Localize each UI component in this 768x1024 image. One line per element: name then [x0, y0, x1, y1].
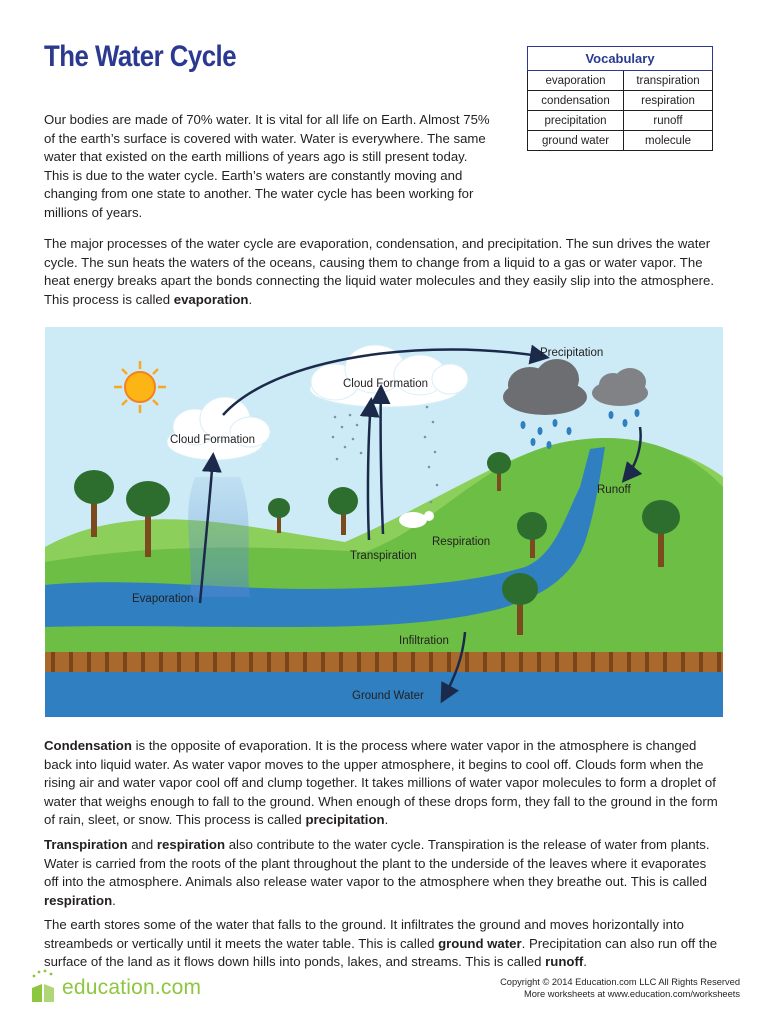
vocab-term: runoff: [624, 111, 713, 131]
paragraph-text: is the opposite of evaporation. It is the process where water vapor in the atmosphere is changed back into liquid water. As water vapor moves to the upper atmosphere, it begins to cool off. Clouds form when the rising air and water vapor cool off and clump together. It takes millions of water vapor molecules to form a droplet of water that weighs enough to fall to the ground. When enough of these drops form, they fall to the ground in the form of rain, sleet, or snow. This process is called: [44, 738, 718, 828]
label-infiltration: Infiltration: [399, 635, 449, 647]
vocab-row: [528, 91, 713, 111]
paragraph-text: and: [127, 837, 157, 852]
label-transpiration: Transpiration: [350, 550, 417, 562]
vocabulary-heading: Vocabulary: [528, 47, 713, 71]
paragraph-text: .: [583, 954, 587, 970]
vocab-term: ground water: [528, 131, 624, 151]
term-condensation: Condensation: [44, 738, 132, 753]
vocab-row: [528, 71, 713, 91]
logo-text: education.com: [62, 976, 202, 999]
paragraph-text: The earth stores some of the water that falls to the ground. It infiltrates the ground and moves horizontally into streambeds or vertically until it meets the water table. This is called: [44, 917, 684, 951]
label-ground-water: Ground Water: [352, 690, 424, 702]
vocab-row: [528, 111, 713, 131]
intro-paragraph: Our bodies are made of 70% water. It is vital for all life on Earth. Almost 75% of the earth’s surface is covered with water. Water is everywhere. The same water that existed on the earth millions of years ago is still present today. This is due to the water cycle. Earth’s waters are constantly moving and changing from one state to another. The water cycle has been working for millions of years.: [44, 112, 490, 220]
soil-layer: [45, 652, 723, 672]
transpiration-paragraph: [44, 836, 724, 910]
label-respiration: Respiration: [432, 536, 491, 548]
vocab-row: [528, 131, 713, 151]
paragraph-text: The major processes of the water cycle are evaporation, condensation, and precipitation. The sun drives the water cycle. The sun heats the waters of the oceans, causing them to change from a liquid to a gas or water vapor. The heat energy breaks apart the bonds connecting the liquid water molecules and they easily slip into the atmosphere. This process is called: [44, 236, 715, 307]
term-precipitation: precipitation: [305, 812, 385, 828]
paragraph-text: also contribute to the water cycle. Transpiration is the release of water from plants. Water is carried from the roots of the plant throughout the plant to the underside of the leaves where it evaporates off into the atmosphere. Animals also release water vapor to the atmosphere when they breathe out. This is called: [44, 837, 710, 890]
label-runoff: Runoff: [597, 484, 631, 496]
evaporation-paragraph: [44, 235, 724, 309]
label-cloud-formation-left: Cloud Formation: [170, 434, 256, 446]
vocab-term: evaporation: [528, 71, 624, 91]
paragraph-text: .: [112, 892, 116, 908]
term-evaporation: evaporation: [173, 291, 249, 307]
vocab-term: condensation: [528, 91, 624, 111]
vocab-term: transpiration: [624, 71, 713, 91]
term-runoff: runoff: [545, 954, 584, 970]
condensation-paragraph: [44, 737, 724, 830]
vocabulary-table: [527, 46, 713, 151]
term-respiration: respiration: [156, 837, 226, 852]
term-ground-water: ground water: [438, 935, 522, 951]
label-cloud-formation-mid: Cloud Formation: [343, 378, 429, 390]
page-title: The Water Cycle: [44, 40, 237, 73]
paragraph-text: .: [248, 291, 253, 307]
label-evaporation: Evaporation: [132, 593, 194, 605]
paragraph-text: . Precipitation can also run off the surface of the land as it flows down hills into ponds, lakes, and streams. This is called: [44, 935, 718, 970]
label-precipitation: Precipitation: [540, 347, 604, 359]
copyright: [500, 976, 740, 1000]
copyright-line: Copyright © 2014 Education.com LLC All Rights Reserved: [500, 977, 740, 987]
vocab-term: respiration: [624, 91, 713, 111]
vocab-term: molecule: [624, 131, 713, 151]
more-worksheets-line: More worksheets at www.education.com/worksheets: [524, 989, 740, 999]
term-transpiration: Transpiration: [44, 837, 128, 852]
ground-water-paragraph: [44, 916, 724, 972]
paragraph-text: .: [384, 812, 389, 828]
term-respiration-2: respiration: [44, 892, 113, 908]
water-cycle-diagram: [45, 327, 723, 717]
vocab-term: precipitation: [528, 111, 624, 131]
evaporation-vapor: [188, 477, 250, 597]
